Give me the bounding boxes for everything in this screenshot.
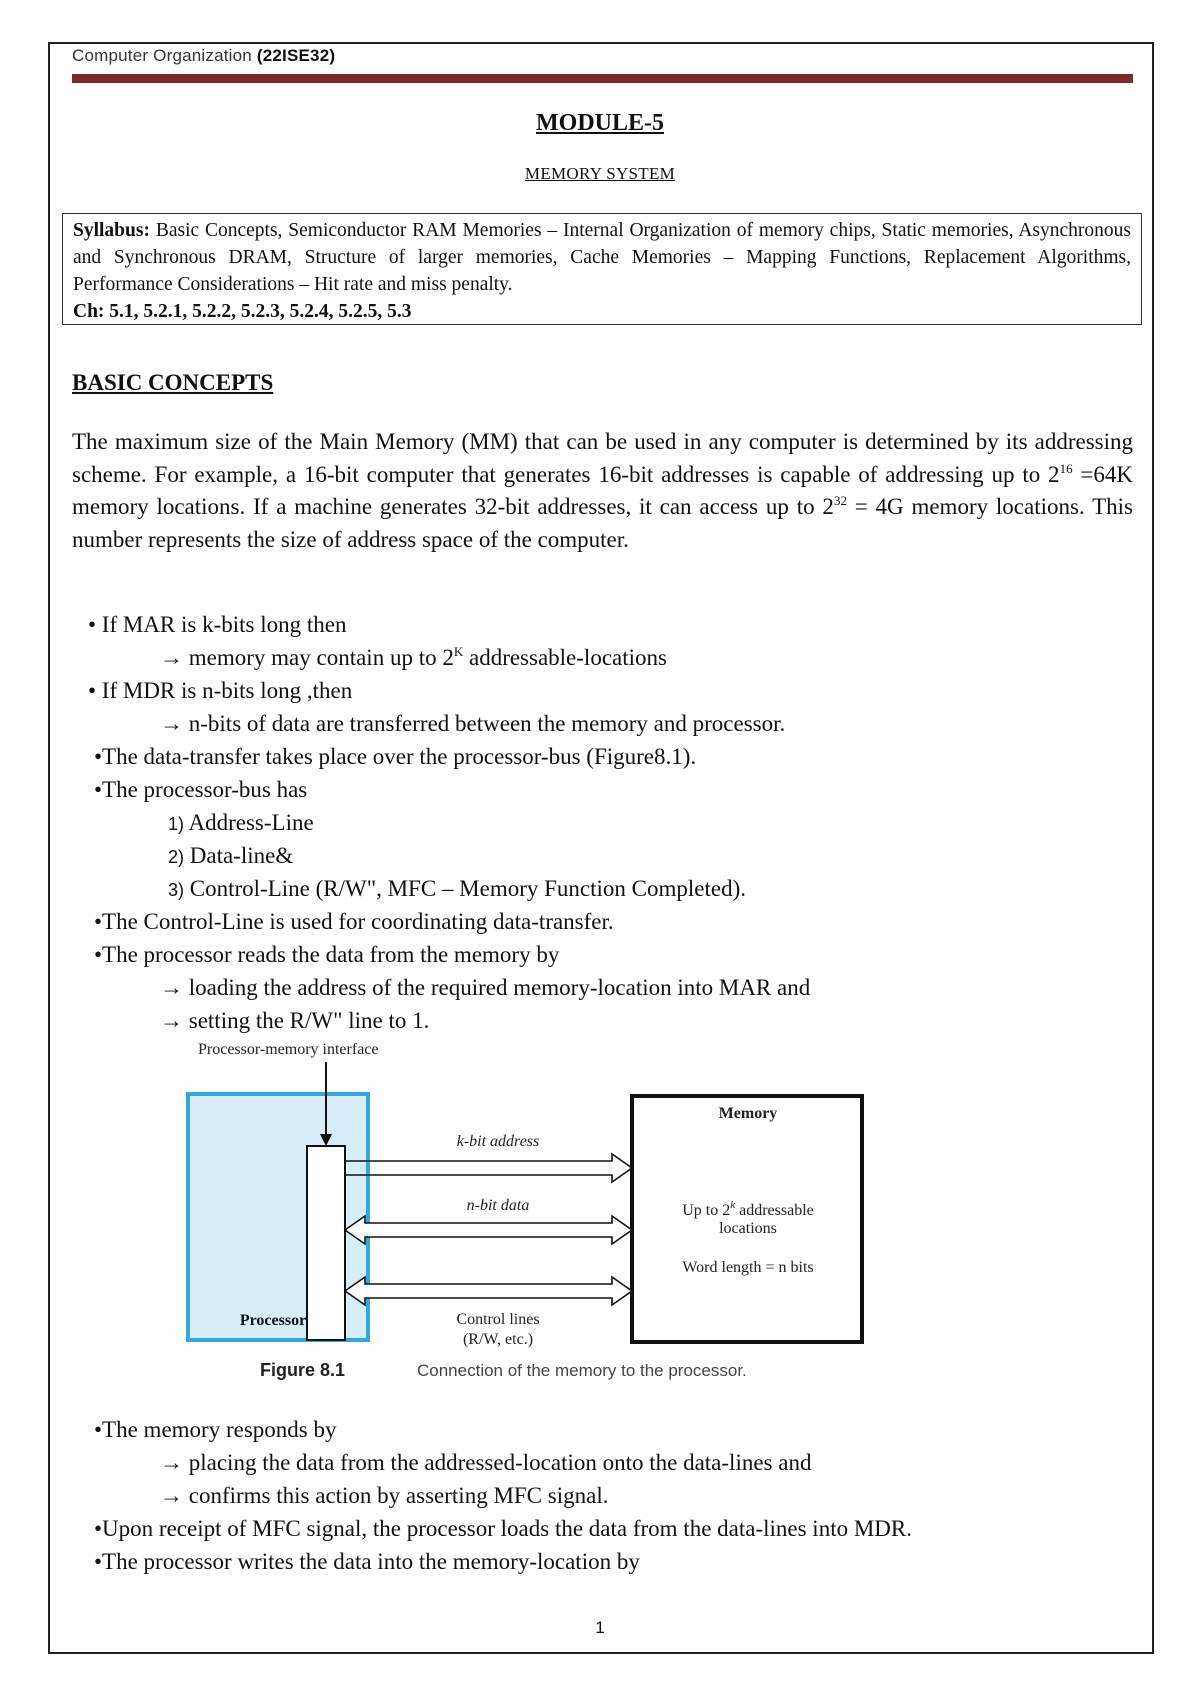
bullet-mar: • If MAR is k-bits long then xyxy=(88,612,347,637)
syllabus-box xyxy=(62,213,1142,325)
bullet-writes: •The processor writes the data into the memory-location by xyxy=(94,1549,640,1574)
word-length: Word length = n bits xyxy=(682,1259,814,1276)
bullet-transfer: •The data-transfer takes place over the processor-bus (Figure8.1). xyxy=(94,744,697,769)
memory-label: Memory xyxy=(718,1105,778,1122)
processor-label: Processor xyxy=(239,1312,307,1329)
intro-exponent-1: 16 xyxy=(1059,460,1073,476)
bullet-bus-has: •The processor-bus has xyxy=(94,777,308,802)
figure-caption-text: Connection of the memory to the processor. xyxy=(417,1361,747,1380)
data-label: n-bit data xyxy=(466,1197,530,1214)
interface-register xyxy=(307,1146,345,1340)
intro-exponent-2: 32 xyxy=(833,493,847,508)
memory-capacity-exponent: k xyxy=(730,1199,736,1211)
bus-line-1-text: Address-Line xyxy=(188,810,314,835)
section-heading: BASIC CONCEPTS xyxy=(72,370,274,395)
page-number: 1 xyxy=(595,1618,605,1637)
bullet-reads: •The processor reads the data from the memory by xyxy=(94,942,560,967)
module-title: MODULE-5 xyxy=(536,110,664,136)
running-header xyxy=(72,46,335,66)
bus-line-2-text: Data-line& xyxy=(189,843,294,868)
intro-part-1: The maximum size of the Main Memory (MM) that can be used in any computer is determined by its addressing scheme. For example, a 16-bit computer that generates 16-bit addresses is capable of addressing up to 2 xyxy=(72,429,1133,487)
figure-8-1 xyxy=(180,1040,970,1400)
memory-block xyxy=(632,1096,862,1342)
bullet-mdr: • If MDR is n-bits long ,then xyxy=(88,678,353,703)
memory-capacity xyxy=(682,1199,814,1219)
header-rule xyxy=(72,74,1133,83)
bullet-mdr-sub: → n-bits of data are transferred between the memory and processor. xyxy=(160,711,786,736)
address-bus-arrow xyxy=(345,1154,632,1182)
mar-sub-exponent: K xyxy=(453,644,464,659)
course-code: (22ISE32) xyxy=(256,46,336,65)
bus-line-3 xyxy=(168,876,746,902)
interface-label: Processor-memory interface xyxy=(198,1041,379,1058)
syllabus-label: Syllabus: xyxy=(73,220,150,241)
mar-sub-text: → memory may contain up to 2 xyxy=(160,645,454,670)
memory-capacity-text: Up to 2 xyxy=(682,1202,731,1219)
bullet-reads-sub-1: → loading the address of the required memory-location into MAR and xyxy=(160,975,811,1000)
bus-line-1-number: 1) xyxy=(168,814,185,834)
memory-capacity-text-end: addressable xyxy=(735,1202,814,1219)
module-subtitle: MEMORY SYSTEM xyxy=(524,164,676,183)
control-sub-label: (R/W, etc.) xyxy=(462,1331,534,1348)
bus-line-3-text: Control-Line (R/W", MFC – Memory Function Completed). xyxy=(189,876,746,901)
bus-line-2-number: 2) xyxy=(168,847,185,867)
bullet-receipt: •Upon receipt of MFC signal, the processor loads the data from the data-lines into MDR. xyxy=(94,1516,912,1541)
mar-sub-text-end: addressable-locations xyxy=(463,645,667,670)
syllabus-chapters: Ch: 5.1, 5.2.1, 5.2.2, 5.2.3, 5.2.4, 5.2.5, 5.3 xyxy=(73,301,412,322)
syllabus-text: Basic Concepts, Semiconductor RAM Memories – Internal Organization of memory chips, Static memories, Asynchronous and Synchronous DRAM, Structure of larger memories, Cache Memories – Mapping Functions, Replacement Algorithms, Performance Considerations – Hit rate and miss penalty. xyxy=(73,220,1132,295)
bullet-reads-sub-2: → setting the R/W" line to 1. xyxy=(160,1008,430,1033)
bullet-responds-sub-1: → placing the data from the addressed-location onto the data-lines and xyxy=(160,1450,812,1475)
bus-line-3-number: 3) xyxy=(168,880,185,900)
bus-line-1 xyxy=(168,810,314,836)
intro-paragraph xyxy=(72,426,1133,556)
bullet-responds-sub-2: → confirms this action by asserting MFC signal. xyxy=(160,1483,609,1508)
address-label: k-bit address xyxy=(456,1133,540,1150)
data-bus-arrow xyxy=(345,1216,632,1244)
memory-locations: locations xyxy=(719,1220,777,1237)
intro-part-2: =64K memory locations. If a machine generates 32-bit addresses, it can access up to 2 xyxy=(72,461,1133,519)
course-name: Computer Organization xyxy=(72,46,252,65)
bullet-mar-sub xyxy=(160,645,667,671)
control-label: Control lines xyxy=(456,1311,540,1328)
figure-caption-number: Figure 8.1 xyxy=(260,1360,346,1380)
control-bus-arrow xyxy=(345,1277,632,1305)
bullet-responds: •The memory responds by xyxy=(94,1417,337,1442)
intro-part-3: = 4G memory locations. This number represents the size of address space of the computer. xyxy=(72,494,1133,552)
bus-line-2 xyxy=(168,843,293,869)
bullet-control: •The Control-Line is used for coordinating data-transfer. xyxy=(94,909,614,934)
